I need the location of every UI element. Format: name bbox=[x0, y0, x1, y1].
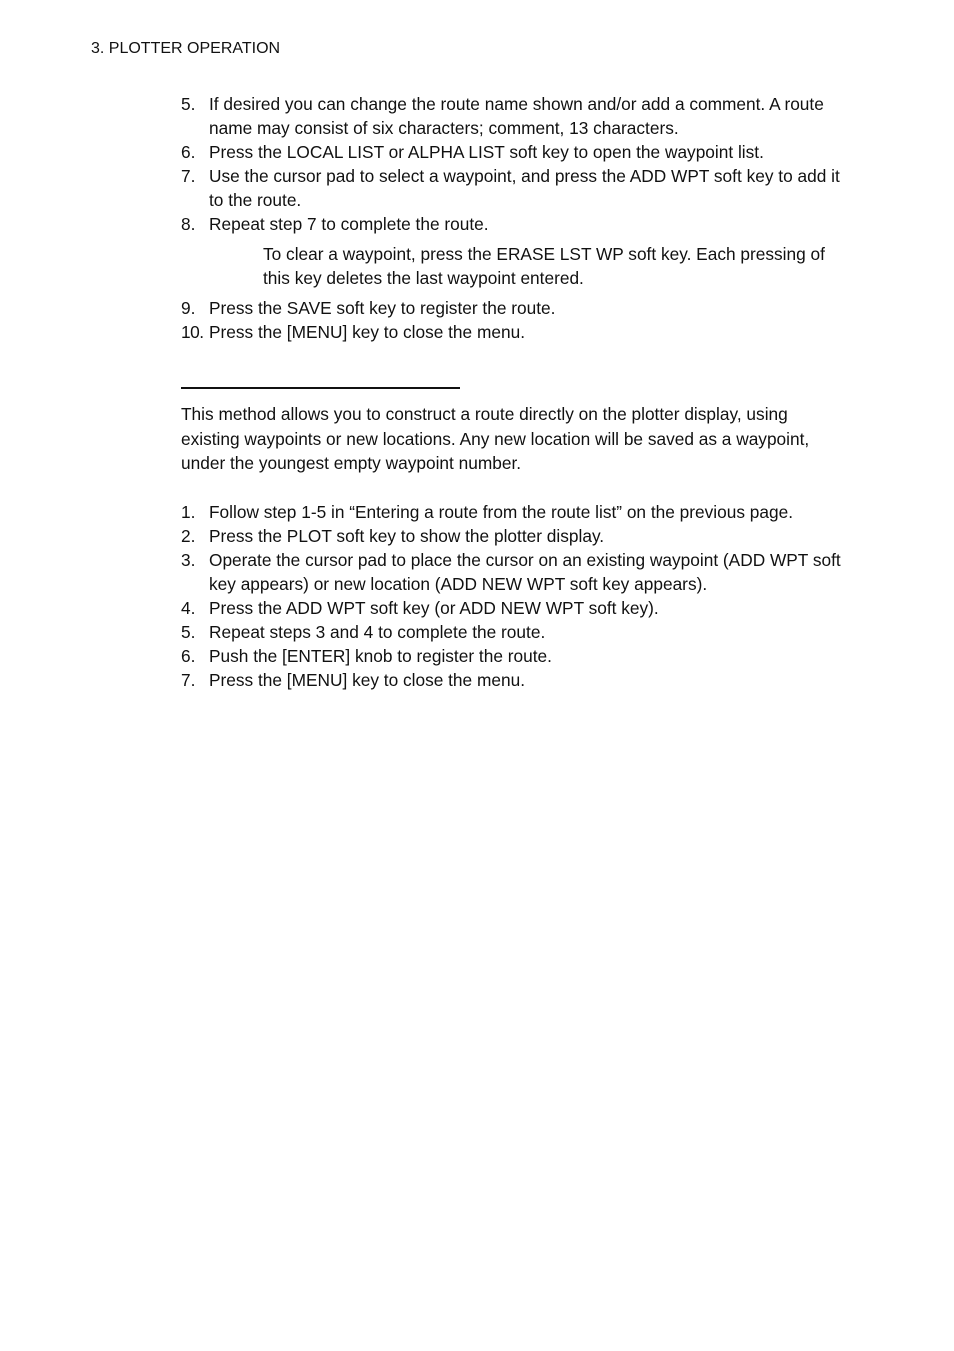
list-item bbox=[181, 164, 841, 212]
list-item bbox=[181, 296, 841, 320]
step-text: If desired you can change the route name shown and/or add a comment. A route name may consist of six characters; comment, 13 characters. bbox=[209, 94, 824, 138]
section-divider bbox=[181, 387, 460, 389]
step-text: Follow step 1-5 in “Entering a route from the route list” on the previous page. bbox=[209, 501, 794, 522]
list-item bbox=[181, 92, 841, 140]
intro-paragraph: This method allows you to construct a route directly on the plotter display, using existing waypoints or new locations. Any new location will be saved as a waypoint, under the youngest empty waypoint number. bbox=[181, 404, 810, 473]
list-item bbox=[181, 548, 841, 596]
list-item bbox=[181, 140, 841, 164]
step-number: 5. bbox=[181, 621, 196, 642]
step-text: Press the [MENU] key to close the menu. bbox=[209, 322, 525, 342]
step-text: Press the LOCAL LIST or ALPHA LIST soft key to open the waypoint list. bbox=[209, 142, 764, 162]
step-text: Use the cursor pad to select a waypoint, and press the ADD WPT soft key to add it to the route. bbox=[209, 166, 840, 210]
step-number: 5. bbox=[181, 94, 196, 114]
step-number: 9. bbox=[181, 298, 196, 318]
step-number: 1. bbox=[181, 501, 196, 522]
step-text: Operate the cursor pad to place the cursor on an existing waypoint (ADD WPT soft key appears) or new location (ADD NEW WPT soft key appears). bbox=[209, 549, 841, 594]
step-text: Press the SAVE soft key to register the route. bbox=[209, 298, 556, 318]
list-item bbox=[181, 212, 841, 236]
step-text: Repeat steps 3 and 4 to complete the route. bbox=[209, 621, 546, 642]
step-number: 10. bbox=[181, 322, 204, 342]
steps-list-plotter bbox=[181, 500, 841, 692]
list-item bbox=[181, 500, 841, 524]
list-item bbox=[181, 524, 841, 548]
steps-list-route-list-end bbox=[181, 296, 841, 344]
step-text: Press the PLOT soft key to show the plotter display. bbox=[209, 525, 605, 546]
step-text: Repeat step 7 to complete the route. bbox=[209, 214, 489, 234]
step-number: 6. bbox=[181, 142, 196, 162]
step-number: 3. bbox=[181, 549, 196, 570]
steps-list-route-list bbox=[181, 92, 841, 236]
step-text: Press the ADD WPT soft key (or ADD NEW WPT soft key). bbox=[209, 597, 659, 618]
list-item bbox=[181, 668, 841, 692]
step-text: Press the [MENU] key to close the menu. bbox=[209, 669, 525, 690]
step-text: Push the [ENTER] knob to register the route. bbox=[209, 645, 552, 666]
step-number: 4. bbox=[181, 597, 196, 618]
list-item bbox=[181, 596, 841, 620]
note-text: To clear a waypoint, press the ERASE LST WP soft key. Each pressing of this key deletes the last waypoint entered. bbox=[263, 244, 825, 288]
list-item bbox=[181, 620, 841, 644]
step-number: 6. bbox=[181, 645, 196, 666]
section-header: 3. PLOTTER OPERATION bbox=[91, 40, 281, 57]
step-number: 2. bbox=[181, 525, 196, 546]
step-number: 8. bbox=[181, 214, 196, 234]
page-body bbox=[181, 92, 841, 692]
list-item bbox=[181, 644, 841, 668]
step-number: 7. bbox=[181, 669, 196, 690]
step-number: 7. bbox=[181, 166, 196, 186]
list-item bbox=[181, 320, 841, 344]
